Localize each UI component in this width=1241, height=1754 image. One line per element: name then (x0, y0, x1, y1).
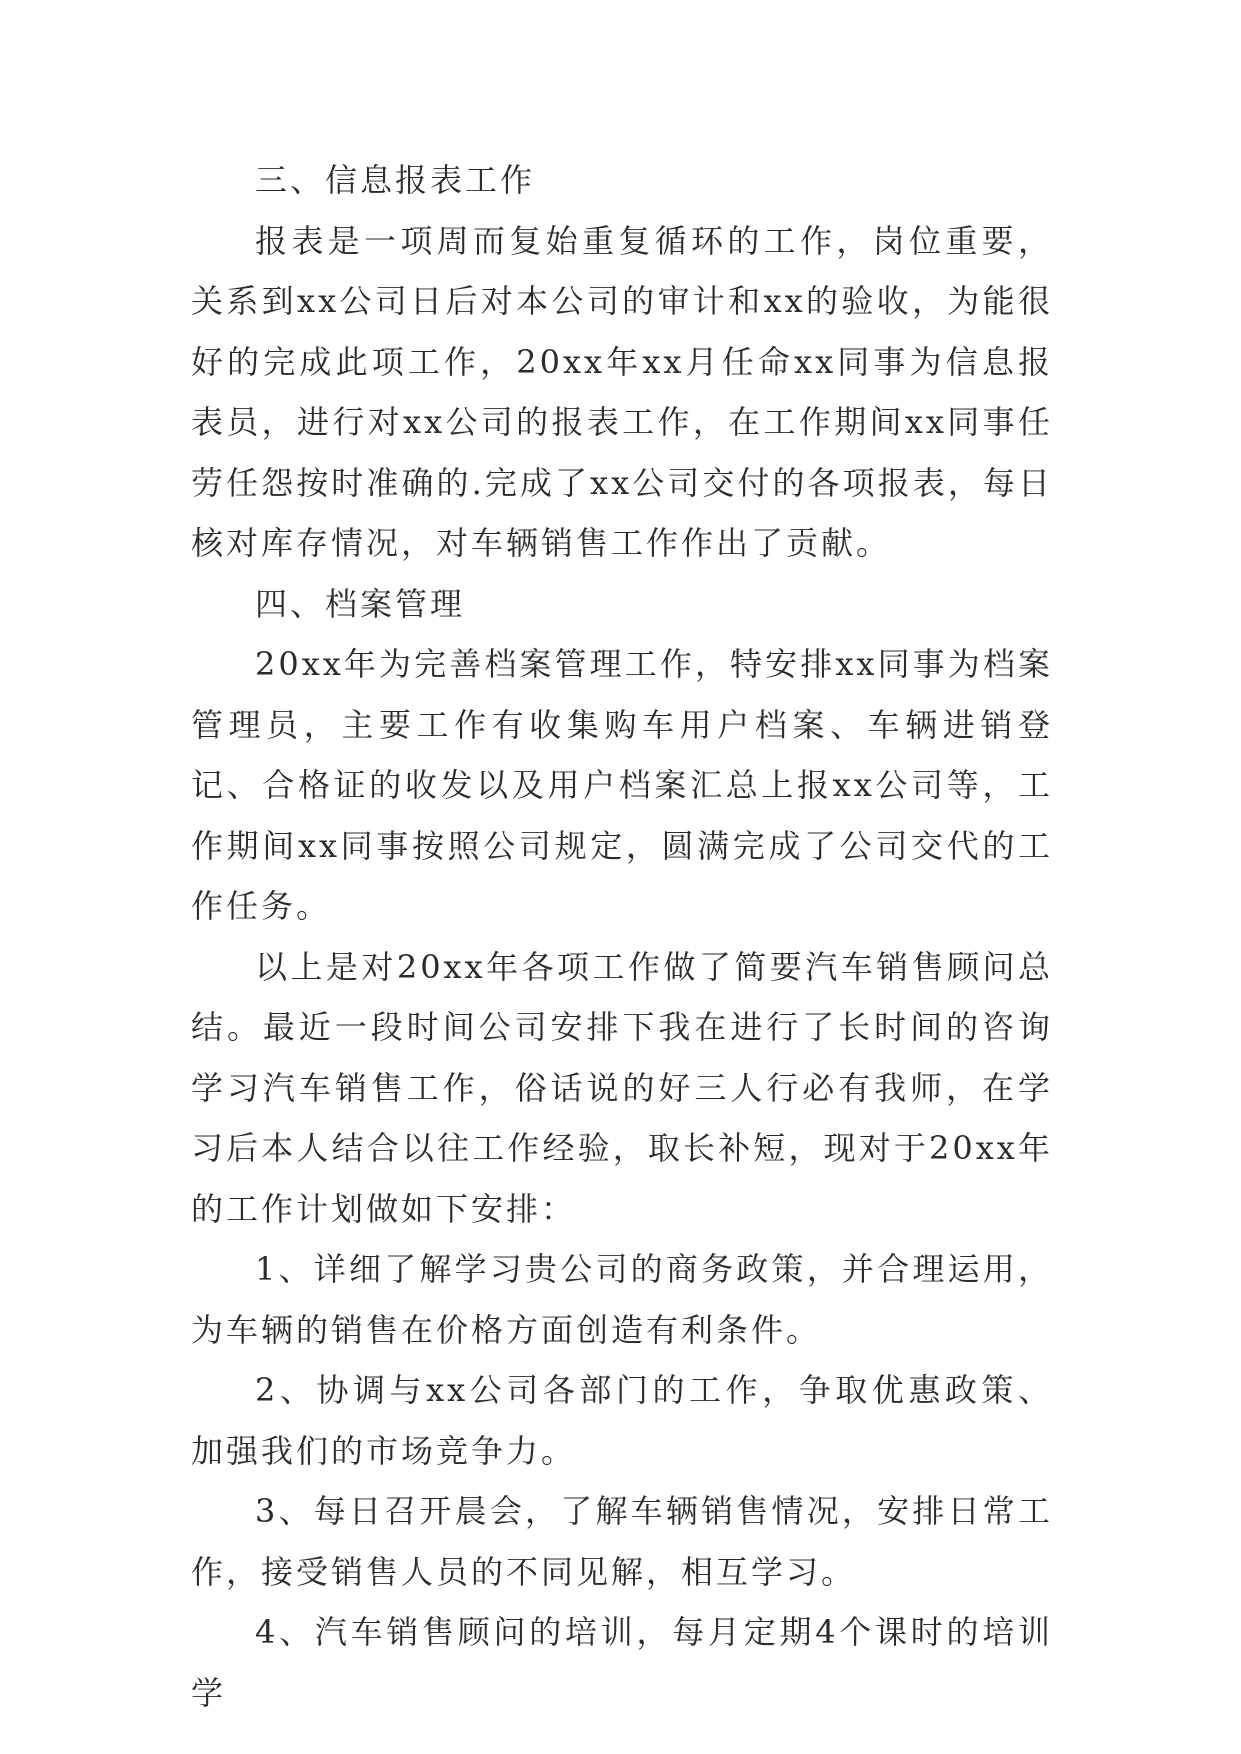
plan-item-1: 1、详细了解学习贵公司的商务政策，并合理运用，为车辆的销售在价格方面创造有利条件。 (191, 1250, 1053, 1349)
document-body (191, 150, 1053, 1723)
plan-item-4: 4、汽车销售顾问的培训，每月定期4个课时的培训学 (191, 1613, 1053, 1712)
paragraph-archives: 20xx年为完善档案管理工作，特安排xx同事为档案管理员，主要工作有收集购车用户档案、车辆进销登记、合格证的收发以及用户档案汇总上报xx公司等，工作期间xx同事按照公司规定，圆满完成了公司交代的工作任务。 (191, 645, 1053, 925)
plan-item-2: 2、协调与xx公司各部门的工作，争取优惠政策、加强我们的市场竞争力。 (191, 1371, 1053, 1470)
section-heading-reports: 三、信息报表工作 (255, 161, 536, 199)
paragraph-reports: 报表是一项周而复始重复循环的工作，岗位重要，关系到xx公司日后对本公司的审计和xx的验收，为能很好的完成此项工作，20xx年xx月任命xx同事为信息报表员，进行对xx公司的报表工作，在工作期间xx同事任劳任怨按时准确的.完成了xx公司交付的各项报表，每日核对库存情况，对车辆销售工作作出了贡献。 (191, 221, 1053, 562)
paragraph-summary: 以上是对20xx年各项工作做了简要汽车销售顾问总结。最近一段时间公司安排下我在进行了长时间的咨询学习汽车销售工作，俗话说的好三人行必有我师，在学习后本人结合以往工作经验，取长补短，现对于20xx年的工作计划做如下安排： (191, 947, 1053, 1228)
section-heading-archives: 四、档案管理 (255, 584, 466, 623)
plan-item-3: 3、每日召开晨会，了解车辆销售情况，安排日常工作，接受销售人员的不同见解，相互学习。 (191, 1492, 1053, 1591)
